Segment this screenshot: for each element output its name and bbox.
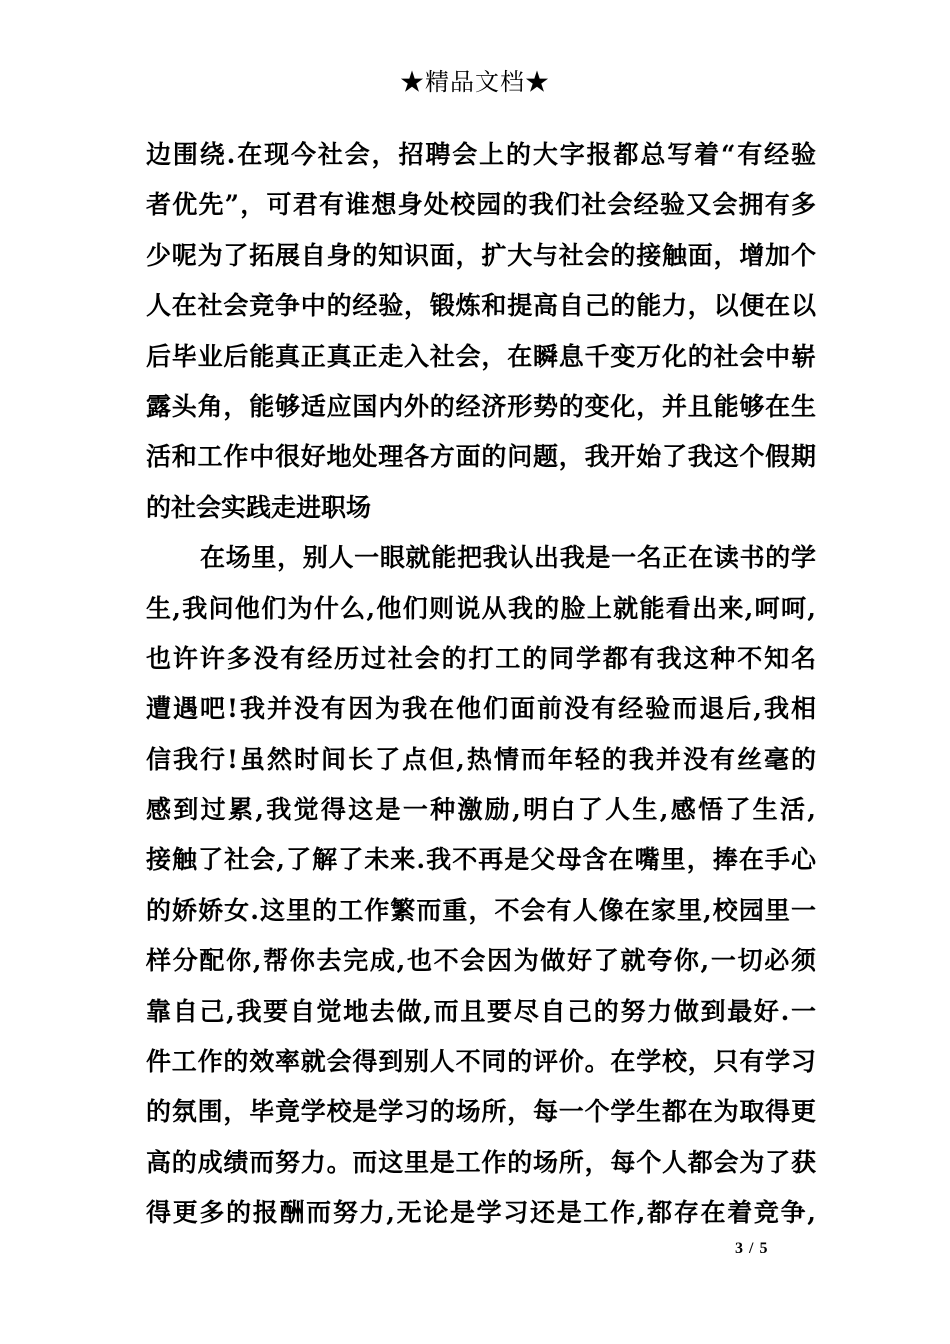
document-header-title: ★精品文档★: [400, 68, 550, 96]
text-line: 少呢为了拓展自身的知识面，扩大与社会的接触面，增加个: [146, 240, 816, 270]
text-line: 后毕业后能真正真正走入社会，在瞬息千变万化的社会中崭: [146, 341, 816, 371]
text-line: 的氛围，毕竟学校是学习的场所，每一个学生都在为取得更: [146, 1097, 816, 1127]
text-line: 靠自己,我要自觉地去做,而且要尽自己的努力做到最好.一: [146, 996, 816, 1026]
text-line: 接触了社会,了解了未来.我不再是父母含在嘴里，捧在手心: [146, 845, 816, 875]
text-line: 信我行!虽然时间长了点但,热情而年轻的我并没有丝毫的: [146, 744, 816, 774]
text-line: 人在社会竞争中的经验，锻炼和提高自己的能力，以便在以: [146, 291, 816, 321]
text-line: 也许许多没有经历过社会的打工的同学都有我这种不知名: [146, 643, 816, 673]
page-number: 3 / 5: [735, 1240, 769, 1257]
text-line: 感到过累,我觉得这是一种激励,明白了人生,感悟了生活,: [146, 795, 816, 825]
text-line: 的社会实践走进职场: [146, 492, 372, 522]
text-line: 样分配你,帮你去完成,也不会因为做好了就夸你,一切必须: [146, 946, 816, 976]
document-body: [146, 130, 816, 1239]
text-line: 生,我问他们为什么,他们则说从我的脸上就能看出来,呵呵,: [146, 593, 816, 623]
paragraph-first-line: 在场里，别人一眼就能把我认出我是一名正在读书的学: [200, 543, 816, 573]
text-line: 边围绕.在现今社会，招聘会上的大字报都总写着“有经验: [146, 140, 816, 169]
text-line: 遭遇吧!我并没有因为我在他们面前没有经验而退后,我相: [146, 694, 816, 724]
text-line: 的娇娇女.这里的工作繁而重，不会有人像在家里,校园里一: [146, 895, 816, 925]
text-line: 件工作的效率就会得到别人不同的评价。在学校，只有学习: [146, 1047, 816, 1077]
text-line: 者优先”，可君有谁想身处校园的我们社会经验又会拥有多: [146, 190, 816, 220]
text-line: 高的成绩而努力。而这里是工作的场所，每个人都会为了获: [146, 1147, 816, 1177]
text-line: 露头角，能够适应国内外的经济形势的变化，并且能够在生: [146, 391, 816, 421]
text-line: 得更多的报酬而努力,无论是学习还是工作,都存在着竞争,: [146, 1198, 816, 1228]
text-line: 活和工作中很好地处理各方面的问题，我开始了我这个假期: [146, 442, 816, 472]
